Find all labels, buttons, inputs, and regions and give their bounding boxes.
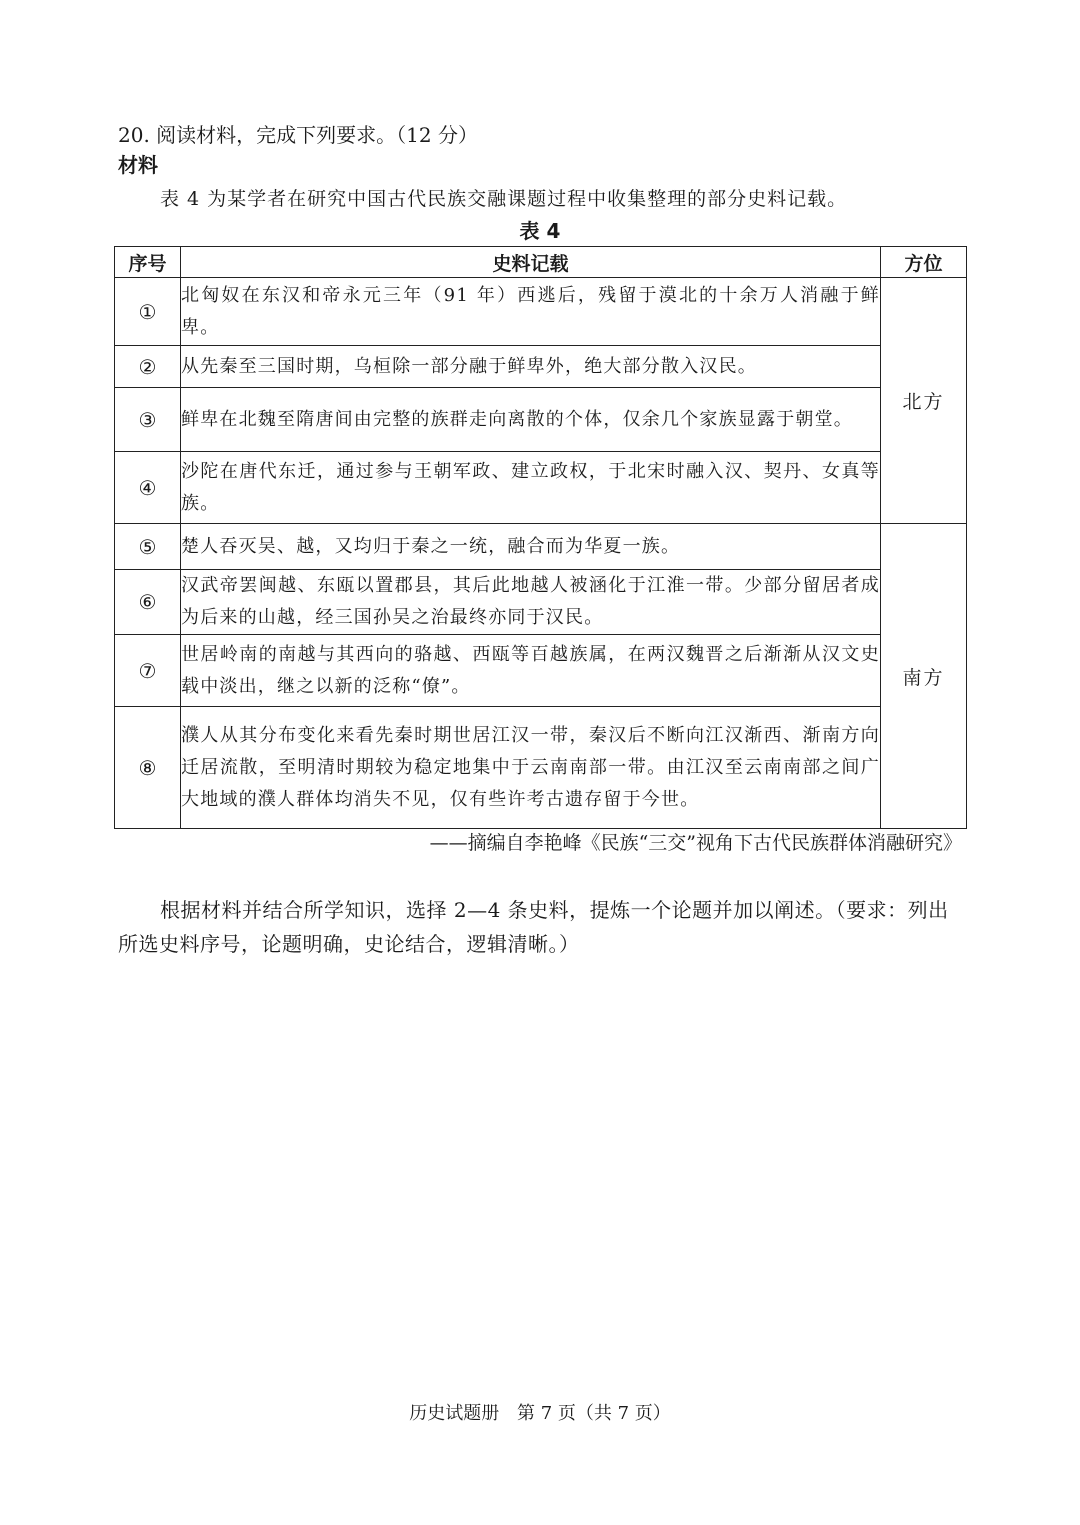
table-row xyxy=(115,452,967,524)
row-text: 濮人从其分布变化来看先秦时期世居江汉一带，秦汉后不断向江汉渐西、渐南方向迁居流散，至明清时期较为稳定地集中于云南南部一带。由江汉至云南南部之间广大地域的濮人群体均消失不见，仅有些许考古遗存留于今世。 xyxy=(181,707,881,829)
records-table xyxy=(114,246,967,829)
table-row xyxy=(115,278,967,346)
row-text: 鲜卑在北魏至隋唐间由完整的族群走向离散的个体，仅余几个家族显露于朝堂。 xyxy=(181,388,881,452)
task-instructions: 根据材料并结合所学知识，选择 2—4 条史料，提炼一个论题并加以阐述。（要求：列出所选史料序号，论题明确，史论结合，逻辑清晰。） xyxy=(118,898,949,956)
footer-subject: 历史试题册 xyxy=(409,1403,500,1424)
row-index: ⑦ xyxy=(115,635,181,707)
header-index: 序号 xyxy=(115,247,181,278)
row-text: 沙陀在唐代东迁，通过参与王朝军政、建立政权，于北宋时融入汉、契丹、女真等族。 xyxy=(181,452,881,524)
row-text: 汉武帝罢闽越、东瓯以置郡县，其后此地越人被涵化于江淮一带。少部分留居者成为后来的山越，经三国孙吴之治最终亦同于汉民。 xyxy=(181,570,881,635)
header-record: 史料记载 xyxy=(181,247,881,278)
row-index: ④ xyxy=(115,452,181,524)
row-text: 从先秦至三国时期，乌桓除一部分融于鲜卑外，绝大部分散入汉民。 xyxy=(181,346,881,388)
row-index: ③ xyxy=(115,388,181,452)
row-text: 北匈奴在东汉和帝永元三年（91 年）西逃后，残留于漠北的十余万人消融于鲜卑。 xyxy=(181,278,881,346)
table-row xyxy=(115,635,967,707)
row-index: ⑧ xyxy=(115,707,181,829)
table-row xyxy=(115,524,967,570)
header-direction: 方位 xyxy=(881,247,967,278)
source-citation: ——摘编自李艳峰《民族“三交”视角下古代民族群体消融研究》 xyxy=(429,832,962,854)
footer-page-number: 第 7 页（共 7 页） xyxy=(516,1403,671,1424)
row-index: ⑥ xyxy=(115,570,181,635)
row-index: ① xyxy=(115,278,181,346)
direction-north: 北方 xyxy=(881,278,967,524)
table-row xyxy=(115,707,967,829)
page-footer xyxy=(0,1400,1080,1428)
row-index: ② xyxy=(115,346,181,388)
material-label: 材料 xyxy=(118,153,158,177)
row-text: 世居岭南的南越与其西向的骆越、西瓯等百越族属，在两汉魏晋之后渐渐从汉文史载中淡出，继之以新的泛称“僚”。 xyxy=(181,635,881,707)
row-text: 楚人吞灭吴、越，又均归于秦之一统，融合而为华夏一族。 xyxy=(181,524,881,570)
material-intro: 表 4 为某学者在研究中国古代民族交融课题过程中收集整理的部分史料记载。 xyxy=(160,188,848,210)
question-title: 20. 阅读材料，完成下列要求。（12 分） xyxy=(118,123,478,147)
row-index: ⑤ xyxy=(115,524,181,570)
table-caption: 表 4 xyxy=(519,219,561,243)
table-row xyxy=(115,346,967,388)
table-row xyxy=(115,570,967,635)
direction-south: 南方 xyxy=(881,524,967,829)
table-row xyxy=(115,388,967,452)
table-header-row xyxy=(115,247,967,278)
